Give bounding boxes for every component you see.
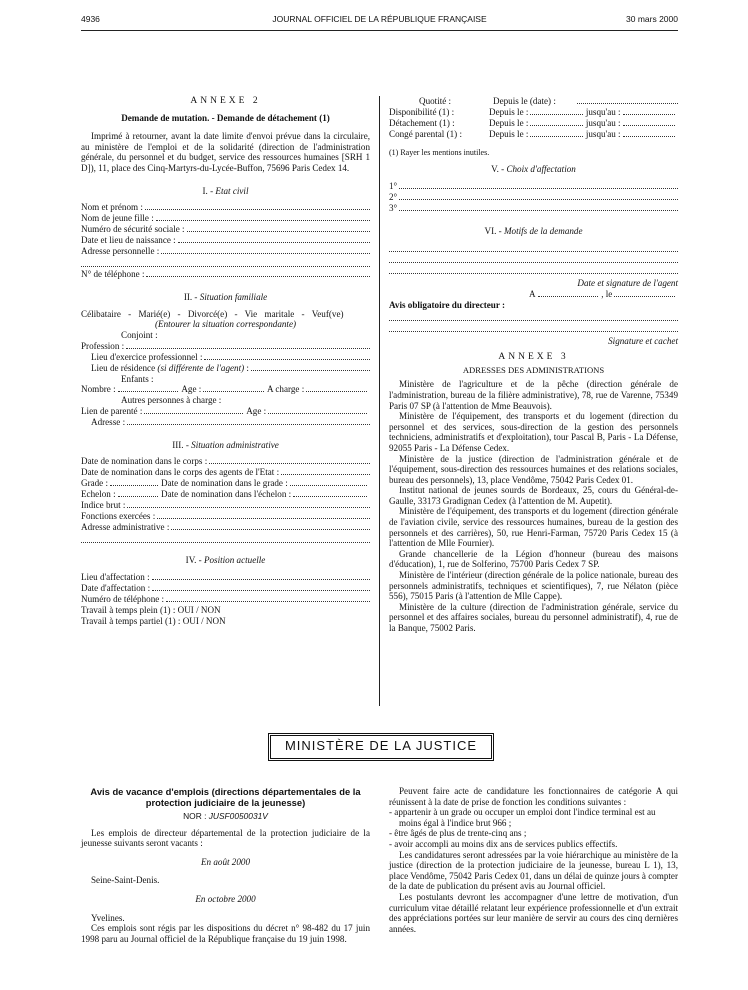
address-8: Ministère de la culture (direction de l'administration générale, service du personnel et des affaires sociales, bureau du personnel administratif), 4, rue de la Banque, 75002 Paris. [389, 601, 678, 633]
annexe-2-intro: Imprimé à retourner, avant la date limite d'envoi prévue dans la circulaire, au ministère de l'emploi et de la solidarité (direction de l'administration générale, du personnel et du budget, service des ressources humaines [SRH 1 D]), 11, place des Cinq-Martyrs-du-Lycée-Buffon, 75696 Paris Cedex 14. [81, 131, 370, 173]
annexe-3-subtitle: ADRESSES DES ADMINISTRATIONS [462, 364, 605, 375]
situation-note: (Entourer la situation correspondante) [154, 319, 297, 330]
annexe-2-subtitle: Demande de mutation. - Demande de détachement (1) [121, 112, 330, 123]
signature-agent-label: Date et signature de l'agent [577, 278, 678, 289]
avis-line-2[interactable] [389, 322, 678, 332]
section-5-heading: V. - Choix d'affectation [491, 164, 576, 175]
autres-personnes-label: Autres personnes à charge : [121, 395, 222, 406]
ministry-banner [268, 733, 494, 761]
motif-line-3[interactable] [389, 264, 678, 274]
conditions-intro: Peuvent faire acte de candidature les fonctionnaires de catégorie A qui réunissent à la date de prise de fonction les conditions suivantes : [389, 786, 678, 807]
adresse-perso-line-2[interactable] [81, 257, 370, 267]
fonctions-field[interactable]: Fonctions exercées : [81, 511, 370, 522]
lieu-date-row[interactable]: A , le [389, 289, 678, 300]
position-table: Quotité : Depuis le (date) : [389, 96, 678, 107]
conge-parental-row[interactable]: Congé parental (1) : Depuis le : jusqu'au : [389, 129, 678, 140]
page-number: 4936 [81, 14, 100, 24]
lieu-exercice-field[interactable]: Lieu d'exercice professionnel : [81, 352, 370, 363]
autre-adresse-field[interactable]: Adresse : [81, 417, 370, 428]
address-2: Ministère de l'équipement, des transports et du logement (direction du personnel et des services, sous-direction de la gestion des personnels techniciens, administratifs et d'exploitation), tour Pascal B, Paris - La Défense, 92055 Paris - La Défense Cedex. [389, 411, 678, 453]
seine-saint-denis: Seine-Saint-Denis. [91, 875, 160, 886]
nomination-corps-field[interactable]: Date de nomination dans le corps : [81, 456, 370, 467]
address-7: Ministère de l'intérieur (direction générale de la police nationale, bureau des personnels administratifs, techniques et scientifiques), 7, rue Nélaton (pièce 556), 75015 Paris (à l'attention de Mlle Cappe). [389, 570, 678, 602]
condition-3: - avoir accompli au moins dix ans de services publics effectifs. [389, 838, 618, 849]
footnote: (1) Rayer les mentions inutiles. [389, 147, 490, 157]
adresse-admin-field[interactable]: Adresse administrative : [81, 522, 370, 533]
avis-line-1[interactable] [389, 311, 678, 321]
avis-vacance-title: Avis de vacance d'emplois (directions départementales de la protection judiciaire de la jeunesse) [90, 786, 361, 808]
adresse-perso-field[interactable]: Adresse personnelle : [81, 246, 370, 257]
address-5: Ministère de l'équipement, des transports et du logement (direction générale de l'aviation civile, service des ressources humaines, bureau de la gestion des personnels et des carrières), 50, rue Henri-Farman, 75720 Paris Cedex 15 (à l'attention de Mlle Fournier). [389, 506, 678, 549]
section-2-heading: II. - Situation familiale [183, 292, 268, 303]
nor-reference: NOR : JUSF0050031V [183, 811, 268, 821]
temps-plein-option[interactable]: Travail à temps plein (1) : OUI / NON [81, 604, 221, 615]
annexe-2-title: ANNEXE 2 [190, 96, 261, 106]
lieu-residence-field[interactable]: Lieu de résidence (si différente de l'agent) : [81, 363, 370, 374]
nom-prenom-field[interactable]: Nom et prénom : [81, 202, 370, 213]
issue-date: 30 mars 2000 [626, 14, 678, 24]
journal-title: JOURNAL OFFICIEL DE LA RÉPUBLIQUE FRANÇAISE [272, 14, 487, 24]
heading-aout: En août 2000 [200, 856, 250, 867]
enfants-label: Enfants : [121, 373, 154, 384]
avis-vacance-left [81, 786, 370, 944]
motif-line-2[interactable] [389, 253, 678, 263]
right-column [389, 96, 678, 634]
address-4: Institut national de jeunes sourds de Bordeaux, 25, cours du Général-de-Gaulle, 33173 Gradignan Cedex (à l'attention de M. Aupetit). [389, 485, 678, 506]
section-1-heading: I. - Etat civil [202, 185, 249, 196]
condition-2: - être âgés de plus de trente-cinq ans ; [389, 828, 527, 839]
yvelines: Yvelines. [91, 912, 125, 923]
avis-vacance-p1: Les emplois de directeur départemental de la protection judiciaire de la jeunesse suivants seront vacants : [81, 827, 370, 849]
situation-options[interactable]: Célibataire - Marié(e) - Divorcé(e) - Vie maritale - Veuf(ve) [81, 308, 344, 319]
echelon-row[interactable]: Echelon : Date de nomination dans l'échelon : [81, 489, 370, 500]
naissance-field[interactable]: Date et lieu de naissance : [81, 235, 370, 246]
avis-vacance-p2: Ces emplois sont régis par les dispositions du décret n° 98-482 du 17 juin 1998 paru au Journal officiel de la République française du 19 juin 1998. [81, 923, 370, 944]
ministry-title: MINISTÈRE DE LA JUSTICE [270, 735, 492, 759]
grade-row[interactable]: Grade : Date de nomination dans le grade : [81, 478, 370, 489]
nom-jeune-fille-field[interactable]: Nom de jeune fille : [81, 213, 370, 224]
annexe-3-title: ANNEXE 3 [498, 352, 569, 363]
indice-brut-field[interactable]: Indice brut : [81, 500, 370, 511]
signature-cachet-label: Signature et cachet [608, 335, 678, 346]
choix-2-field[interactable]: 2° [389, 192, 678, 203]
conjoint-label: Conjoint : [121, 329, 158, 340]
condition-1: - appartenir à un grade ou occuper un emploi dont l'indice terminal est au moins égal à l'indice brut 966 ; [389, 807, 656, 828]
choix-3-field[interactable]: 3° [389, 203, 678, 214]
section-3-heading: III. - Situation administrative [172, 439, 279, 450]
lien-parente-row[interactable]: Lien de parenté : Age : [81, 406, 370, 417]
address-3: Ministère de la justice (direction de l'administration générale et de l'équipement, sous-direction des ressources humaines et des relations sociales, bureau des personnels), 13, place Vendôme, 75042 Paris Cedex 01. [389, 453, 678, 485]
telephone-field[interactable]: N° de téléphone : [81, 269, 370, 280]
securite-sociale-field[interactable]: Numéro de sécurité sociale : [81, 224, 370, 235]
telephone-affectation-field[interactable]: Numéro de téléphone : [81, 594, 370, 605]
date-affectation-field[interactable]: Date d'affectation : [81, 583, 370, 594]
column-divider [379, 96, 380, 706]
motif-line-1[interactable] [389, 242, 678, 252]
conditions-list [389, 807, 678, 849]
address-6: Grande chancellerie de la Légion d'honneur (bureau des maisons d'éducation), 1, rue de Solferino, 75700 Paris Cedex 7 SP. [389, 548, 678, 570]
heading-octobre: En octobre 2000 [195, 893, 256, 904]
detachement-row[interactable]: Détachement (1) : Depuis le : jusqu'au : [389, 118, 678, 129]
temps-partiel-option[interactable]: Travail à temps partiel (1) : OUI / NON [81, 615, 226, 626]
nomination-corps-etat-field[interactable]: Date de nomination dans le corps des agents de l'Etat : [81, 467, 370, 478]
disponibilite-row[interactable]: Disponibilité (1) : Depuis le : jusqu'au : [389, 107, 678, 118]
candidatures-paragraph: Les candidatures seront adressées par la voie hiérarchique au ministère de la justice (direction de la protection judiciaire de la jeunesse, bureau L 1), 13, place Vendôme, 75042 Paris Cedex 01, dans un délai de quinze jours à compter de la date de publication du présent avis au Journal officiel. [389, 849, 678, 892]
annexe-2-column [81, 96, 370, 626]
avis-directeur-label: Avis obligatoire du directeur : [389, 299, 506, 310]
postulants-paragraph: Les postulants devront les accompagner d'une lettre de motivation, d'un curriculum vitae détaillé relatant leur expérience professionnelle et d'un extrait des appréciations portées sur leur manière de servir au cours des cinq dernières années. [389, 891, 678, 934]
header-rule [81, 30, 678, 31]
page-header [81, 14, 678, 28]
lieu-affectation-field[interactable]: Lieu d'affectation : [81, 572, 370, 583]
enfants-row[interactable]: Nombre : Age : A charge : [81, 384, 370, 395]
adresse-admin-line-2[interactable] [81, 533, 370, 543]
section-4-heading: IV. - Position actuelle [185, 555, 266, 566]
avis-vacance-right [389, 786, 678, 934]
address-1: Ministère de l'agriculture et de la pêche (direction générale de l'administration, bureau de la filière administrative), 78, rue de Varenne, 75349 Paris 07 SP (à l'attention de Mme Beauvois). [389, 379, 678, 411]
choix-1-field[interactable]: 1° [389, 181, 678, 192]
section-6-heading: VI. - Motifs de la demande [484, 225, 583, 236]
profession-field[interactable]: Profession : [81, 341, 370, 352]
